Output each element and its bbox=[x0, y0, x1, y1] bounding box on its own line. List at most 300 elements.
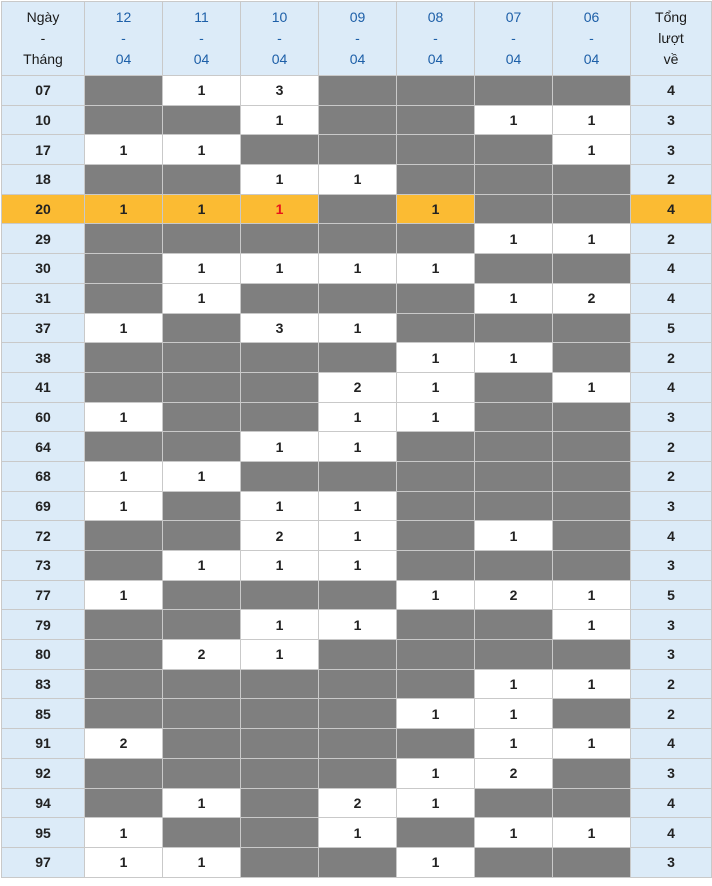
hit-count-cell: 1 bbox=[475, 699, 553, 729]
empty-cell bbox=[397, 224, 475, 254]
row-number: 60 bbox=[2, 402, 85, 432]
empty-cell bbox=[397, 283, 475, 313]
table-row bbox=[2, 847, 712, 877]
empty-cell bbox=[241, 343, 319, 373]
hit-count-cell: 1 bbox=[241, 254, 319, 284]
empty-cell bbox=[319, 224, 397, 254]
empty-cell bbox=[475, 76, 553, 106]
row-number: 83 bbox=[2, 669, 85, 699]
empty-cell bbox=[241, 224, 319, 254]
header-date-sep: - bbox=[199, 30, 204, 46]
empty-cell bbox=[397, 610, 475, 640]
hit-count-cell: 1 bbox=[553, 105, 631, 135]
header-total-label bbox=[631, 2, 712, 76]
hit-count-cell: 1 bbox=[319, 402, 397, 432]
empty-cell bbox=[319, 105, 397, 135]
empty-cell bbox=[85, 521, 163, 551]
hit-count-cell: 1 bbox=[241, 551, 319, 581]
empty-cell bbox=[475, 788, 553, 818]
row-number: 10 bbox=[2, 105, 85, 135]
hit-count-cell: 1 bbox=[163, 194, 241, 224]
row-total: 2 bbox=[631, 165, 712, 195]
empty-cell bbox=[553, 76, 631, 106]
empty-cell bbox=[85, 699, 163, 729]
hit-count-cell: 1 bbox=[475, 521, 553, 551]
hit-count-cell: 1 bbox=[85, 818, 163, 848]
empty-cell bbox=[163, 105, 241, 135]
empty-cell bbox=[85, 254, 163, 284]
empty-cell bbox=[475, 432, 553, 462]
hit-count-cell: 1 bbox=[241, 640, 319, 670]
hit-count-cell: 2 bbox=[475, 758, 553, 788]
empty-cell bbox=[397, 135, 475, 165]
empty-cell bbox=[241, 283, 319, 313]
hit-count-cell: 1 bbox=[319, 610, 397, 640]
empty-cell bbox=[241, 847, 319, 877]
empty-cell bbox=[553, 402, 631, 432]
empty-cell bbox=[85, 283, 163, 313]
empty-cell bbox=[241, 135, 319, 165]
hit-count-cell: 1 bbox=[553, 135, 631, 165]
hit-count-cell: 1 bbox=[85, 491, 163, 521]
hit-count-cell: 1 bbox=[475, 343, 553, 373]
table-row bbox=[2, 610, 712, 640]
empty-cell bbox=[85, 610, 163, 640]
row-number: 72 bbox=[2, 521, 85, 551]
row-total: 3 bbox=[631, 610, 712, 640]
hit-count-cell: 1 bbox=[319, 254, 397, 284]
empty-cell bbox=[475, 461, 553, 491]
empty-cell bbox=[85, 105, 163, 135]
table-row bbox=[2, 283, 712, 313]
hit-count-cell: 2 bbox=[319, 372, 397, 402]
hit-count-cell: 1 bbox=[163, 461, 241, 491]
empty-cell bbox=[475, 194, 553, 224]
empty-cell bbox=[553, 254, 631, 284]
table-row bbox=[2, 313, 712, 343]
table-row bbox=[2, 105, 712, 135]
row-total: 3 bbox=[631, 758, 712, 788]
row-number: 64 bbox=[2, 432, 85, 462]
row-total: 2 bbox=[631, 432, 712, 462]
header-date-day: 12 bbox=[115, 9, 132, 25]
hit-count-cell: 1 bbox=[553, 372, 631, 402]
hit-count-cell: 1 bbox=[163, 135, 241, 165]
empty-cell bbox=[163, 729, 241, 759]
empty-cell bbox=[163, 580, 241, 610]
header-date-col bbox=[241, 2, 319, 76]
empty-cell bbox=[241, 699, 319, 729]
row-total: 3 bbox=[631, 640, 712, 670]
table-row bbox=[2, 640, 712, 670]
row-number: 38 bbox=[2, 343, 85, 373]
row-number: 31 bbox=[2, 283, 85, 313]
row-total: 4 bbox=[631, 194, 712, 224]
table-header bbox=[2, 2, 712, 76]
header-date-col bbox=[163, 2, 241, 76]
hit-count-cell: 1 bbox=[397, 402, 475, 432]
empty-cell bbox=[475, 372, 553, 402]
empty-cell bbox=[475, 847, 553, 877]
hit-count-cell: 1 bbox=[163, 283, 241, 313]
table-row bbox=[2, 580, 712, 610]
empty-cell bbox=[397, 521, 475, 551]
row-number: 41 bbox=[2, 372, 85, 402]
empty-cell bbox=[475, 551, 553, 581]
row-number: 92 bbox=[2, 758, 85, 788]
hit-count-cell: 1 bbox=[475, 224, 553, 254]
empty-cell bbox=[553, 551, 631, 581]
row-number: 07 bbox=[2, 76, 85, 106]
empty-cell bbox=[85, 758, 163, 788]
hit-count-cell: 1 bbox=[475, 283, 553, 313]
row-total: 4 bbox=[631, 254, 712, 284]
hit-count-cell: 1 bbox=[475, 669, 553, 699]
empty-cell bbox=[553, 521, 631, 551]
row-total: 2 bbox=[631, 669, 712, 699]
hit-count-cell: 2 bbox=[85, 729, 163, 759]
empty-cell bbox=[163, 610, 241, 640]
header-date-col bbox=[319, 2, 397, 76]
row-total: 3 bbox=[631, 135, 712, 165]
header-date-day: 08 bbox=[427, 9, 444, 25]
hit-count-cell: 1 bbox=[397, 847, 475, 877]
empty-cell bbox=[163, 165, 241, 195]
empty-cell bbox=[319, 758, 397, 788]
header-date-month: 04 bbox=[349, 51, 366, 67]
empty-cell bbox=[553, 432, 631, 462]
empty-cell bbox=[553, 194, 631, 224]
empty-cell bbox=[397, 313, 475, 343]
empty-cell bbox=[475, 313, 553, 343]
row-total: 2 bbox=[631, 699, 712, 729]
empty-cell bbox=[397, 105, 475, 135]
row-total: 3 bbox=[631, 847, 712, 877]
table-row bbox=[2, 432, 712, 462]
hit-count-cell: 1 bbox=[397, 699, 475, 729]
empty-cell bbox=[85, 224, 163, 254]
row-number: 20 bbox=[2, 194, 85, 224]
hit-count-cell: 1 bbox=[397, 580, 475, 610]
empty-cell bbox=[241, 758, 319, 788]
table-row bbox=[2, 461, 712, 491]
table-row bbox=[2, 521, 712, 551]
hit-count-cell: 1 bbox=[163, 254, 241, 284]
empty-cell bbox=[319, 640, 397, 670]
header-date-sep: - bbox=[589, 30, 594, 46]
empty-cell bbox=[85, 669, 163, 699]
header-date-month: 04 bbox=[115, 51, 132, 67]
hit-count-cell: 2 bbox=[475, 580, 553, 610]
empty-cell bbox=[475, 610, 553, 640]
empty-cell bbox=[475, 402, 553, 432]
hit-count-cell: 1 bbox=[163, 551, 241, 581]
row-total: 4 bbox=[631, 818, 712, 848]
empty-cell bbox=[475, 165, 553, 195]
header-date-day: 11 bbox=[194, 9, 209, 25]
row-number: 85 bbox=[2, 699, 85, 729]
empty-cell bbox=[163, 402, 241, 432]
empty-cell bbox=[241, 372, 319, 402]
header-day-month-label bbox=[2, 2, 85, 76]
row-number: 73 bbox=[2, 551, 85, 581]
row-number: 80 bbox=[2, 640, 85, 670]
empty-cell bbox=[475, 254, 553, 284]
empty-cell bbox=[397, 669, 475, 699]
hit-count-cell: 2 bbox=[319, 788, 397, 818]
empty-cell bbox=[553, 165, 631, 195]
row-total: 2 bbox=[631, 343, 712, 373]
empty-cell bbox=[85, 165, 163, 195]
empty-cell bbox=[163, 224, 241, 254]
hit-count-cell: 1 bbox=[397, 194, 475, 224]
row-number: 77 bbox=[2, 580, 85, 610]
hit-count-cell: 1 bbox=[319, 551, 397, 581]
hit-count-cell: 1 bbox=[553, 224, 631, 254]
empty-cell bbox=[163, 343, 241, 373]
table-row bbox=[2, 699, 712, 729]
row-total: 3 bbox=[631, 551, 712, 581]
hit-count-cell: 1 bbox=[319, 491, 397, 521]
hit-count-cell: 1 bbox=[241, 491, 319, 521]
header-label-line: Tháng bbox=[23, 51, 63, 67]
table-row bbox=[2, 669, 712, 699]
empty-cell bbox=[319, 461, 397, 491]
hit-count-cell: 3 bbox=[241, 313, 319, 343]
header-total-line: về bbox=[663, 51, 679, 67]
hit-count-cell: 1 bbox=[319, 165, 397, 195]
row-total: 5 bbox=[631, 580, 712, 610]
hit-count-cell: 1 bbox=[241, 432, 319, 462]
row-total: 4 bbox=[631, 521, 712, 551]
empty-cell bbox=[163, 758, 241, 788]
header-date-day: 10 bbox=[271, 9, 288, 25]
header-date-sep: - bbox=[433, 30, 438, 46]
table-row bbox=[2, 758, 712, 788]
hit-count-cell: 1 bbox=[553, 669, 631, 699]
empty-cell bbox=[241, 818, 319, 848]
hit-count-cell: 1 bbox=[163, 847, 241, 877]
hit-count-cell: 1 bbox=[241, 610, 319, 640]
header-row bbox=[2, 2, 712, 76]
empty-cell bbox=[85, 788, 163, 818]
hit-count-cell: 1 bbox=[397, 372, 475, 402]
header-date-sep: - bbox=[121, 30, 126, 46]
hit-count-cell: 2 bbox=[163, 640, 241, 670]
hit-count-cell: 1 bbox=[163, 788, 241, 818]
empty-cell bbox=[85, 76, 163, 106]
header-date-col bbox=[397, 2, 475, 76]
hit-count-cell: 1 bbox=[241, 105, 319, 135]
hit-count-cell: 1 bbox=[397, 758, 475, 788]
hit-count-cell: 1 bbox=[241, 165, 319, 195]
row-number: 18 bbox=[2, 165, 85, 195]
empty-cell bbox=[553, 699, 631, 729]
row-total: 3 bbox=[631, 105, 712, 135]
empty-cell bbox=[319, 699, 397, 729]
empty-cell bbox=[85, 432, 163, 462]
hit-count-cell: 1 bbox=[85, 461, 163, 491]
hit-count-cell: 1 bbox=[85, 135, 163, 165]
hit-count-cell: 1 bbox=[163, 76, 241, 106]
empty-cell bbox=[241, 461, 319, 491]
header-date-col bbox=[85, 2, 163, 76]
table-row bbox=[2, 372, 712, 402]
empty-cell bbox=[163, 521, 241, 551]
empty-cell bbox=[163, 372, 241, 402]
empty-cell bbox=[319, 729, 397, 759]
hit-count-cell: 1 bbox=[553, 729, 631, 759]
header-date-month: 04 bbox=[505, 51, 522, 67]
empty-cell bbox=[241, 580, 319, 610]
empty-cell bbox=[241, 669, 319, 699]
hit-count-cell: 1 bbox=[319, 818, 397, 848]
hit-count-cell: 1 bbox=[241, 194, 319, 224]
hit-count-cell: 1 bbox=[397, 343, 475, 373]
hit-count-cell: 1 bbox=[319, 432, 397, 462]
hit-count-cell: 2 bbox=[553, 283, 631, 313]
header-date-month: 04 bbox=[193, 51, 210, 67]
row-total: 2 bbox=[631, 461, 712, 491]
hit-count-cell: 1 bbox=[85, 402, 163, 432]
empty-cell bbox=[397, 818, 475, 848]
row-number: 79 bbox=[2, 610, 85, 640]
hit-count-cell: 1 bbox=[85, 580, 163, 610]
table-row bbox=[2, 194, 712, 224]
row-total: 4 bbox=[631, 372, 712, 402]
table-row bbox=[2, 551, 712, 581]
hit-count-cell: 1 bbox=[553, 580, 631, 610]
empty-cell bbox=[397, 432, 475, 462]
header-label-line: - bbox=[40, 30, 46, 46]
row-number: 97 bbox=[2, 847, 85, 877]
row-number: 17 bbox=[2, 135, 85, 165]
empty-cell bbox=[553, 313, 631, 343]
empty-cell bbox=[163, 491, 241, 521]
header-total-line: Tổng bbox=[655, 9, 687, 25]
row-number: 95 bbox=[2, 818, 85, 848]
empty-cell bbox=[397, 76, 475, 106]
hit-count-cell: 1 bbox=[475, 729, 553, 759]
table-row bbox=[2, 491, 712, 521]
empty-cell bbox=[397, 729, 475, 759]
empty-cell bbox=[319, 580, 397, 610]
hit-count-cell: 1 bbox=[553, 818, 631, 848]
table-row bbox=[2, 76, 712, 106]
empty-cell bbox=[475, 135, 553, 165]
empty-cell bbox=[319, 135, 397, 165]
empty-cell bbox=[163, 699, 241, 729]
header-label-line: Ngày bbox=[26, 9, 60, 25]
empty-cell bbox=[397, 491, 475, 521]
row-total: 3 bbox=[631, 491, 712, 521]
hit-count-cell: 1 bbox=[85, 313, 163, 343]
empty-cell bbox=[163, 669, 241, 699]
empty-cell bbox=[475, 491, 553, 521]
empty-cell bbox=[553, 788, 631, 818]
empty-cell bbox=[241, 402, 319, 432]
empty-cell bbox=[85, 343, 163, 373]
hit-count-cell: 1 bbox=[553, 610, 631, 640]
header-date-month: 04 bbox=[583, 51, 600, 67]
table-row bbox=[2, 343, 712, 373]
hit-count-cell: 1 bbox=[475, 818, 553, 848]
empty-cell bbox=[397, 461, 475, 491]
hit-count-cell: 1 bbox=[397, 788, 475, 818]
table-row bbox=[2, 135, 712, 165]
row-total: 4 bbox=[631, 76, 712, 106]
row-number: 37 bbox=[2, 313, 85, 343]
row-total: 4 bbox=[631, 729, 712, 759]
empty-cell bbox=[163, 313, 241, 343]
header-date-day: 06 bbox=[583, 9, 600, 25]
row-total: 3 bbox=[631, 402, 712, 432]
empty-cell bbox=[241, 788, 319, 818]
empty-cell bbox=[553, 640, 631, 670]
row-total: 4 bbox=[631, 788, 712, 818]
header-date-month: 04 bbox=[271, 51, 288, 67]
row-total: 5 bbox=[631, 313, 712, 343]
table-row bbox=[2, 729, 712, 759]
header-date-sep: - bbox=[355, 30, 360, 46]
empty-cell bbox=[85, 372, 163, 402]
row-number: 91 bbox=[2, 729, 85, 759]
empty-cell bbox=[241, 729, 319, 759]
row-total: 4 bbox=[631, 283, 712, 313]
empty-cell bbox=[319, 194, 397, 224]
table-row bbox=[2, 254, 712, 284]
hit-count-cell: 1 bbox=[319, 521, 397, 551]
table-body bbox=[2, 76, 712, 878]
table-row bbox=[2, 818, 712, 848]
row-number: 30 bbox=[2, 254, 85, 284]
empty-cell bbox=[163, 818, 241, 848]
empty-cell bbox=[85, 640, 163, 670]
header-date-day: 07 bbox=[505, 9, 522, 25]
hit-count-cell: 2 bbox=[241, 521, 319, 551]
header-date-col bbox=[553, 2, 631, 76]
empty-cell bbox=[553, 461, 631, 491]
empty-cell bbox=[319, 76, 397, 106]
lottery-frequency-table bbox=[1, 1, 712, 878]
row-number: 29 bbox=[2, 224, 85, 254]
header-date-month: 04 bbox=[427, 51, 444, 67]
empty-cell bbox=[553, 758, 631, 788]
hit-count-cell: 1 bbox=[319, 313, 397, 343]
header-date-day: 09 bbox=[349, 9, 366, 25]
row-number: 68 bbox=[2, 461, 85, 491]
table-row bbox=[2, 402, 712, 432]
empty-cell bbox=[163, 432, 241, 462]
row-number: 94 bbox=[2, 788, 85, 818]
hit-count-cell: 1 bbox=[475, 105, 553, 135]
empty-cell bbox=[553, 343, 631, 373]
empty-cell bbox=[397, 640, 475, 670]
table-row bbox=[2, 165, 712, 195]
header-date-sep: - bbox=[511, 30, 516, 46]
header-date-sep: - bbox=[277, 30, 282, 46]
empty-cell bbox=[397, 165, 475, 195]
empty-cell bbox=[553, 491, 631, 521]
hit-count-cell: 3 bbox=[241, 76, 319, 106]
empty-cell bbox=[319, 669, 397, 699]
empty-cell bbox=[319, 343, 397, 373]
header-date-col bbox=[475, 2, 553, 76]
hit-count-cell: 1 bbox=[85, 847, 163, 877]
empty-cell bbox=[397, 551, 475, 581]
header-total-line: lượt bbox=[658, 30, 684, 46]
hit-count-cell: 1 bbox=[85, 194, 163, 224]
